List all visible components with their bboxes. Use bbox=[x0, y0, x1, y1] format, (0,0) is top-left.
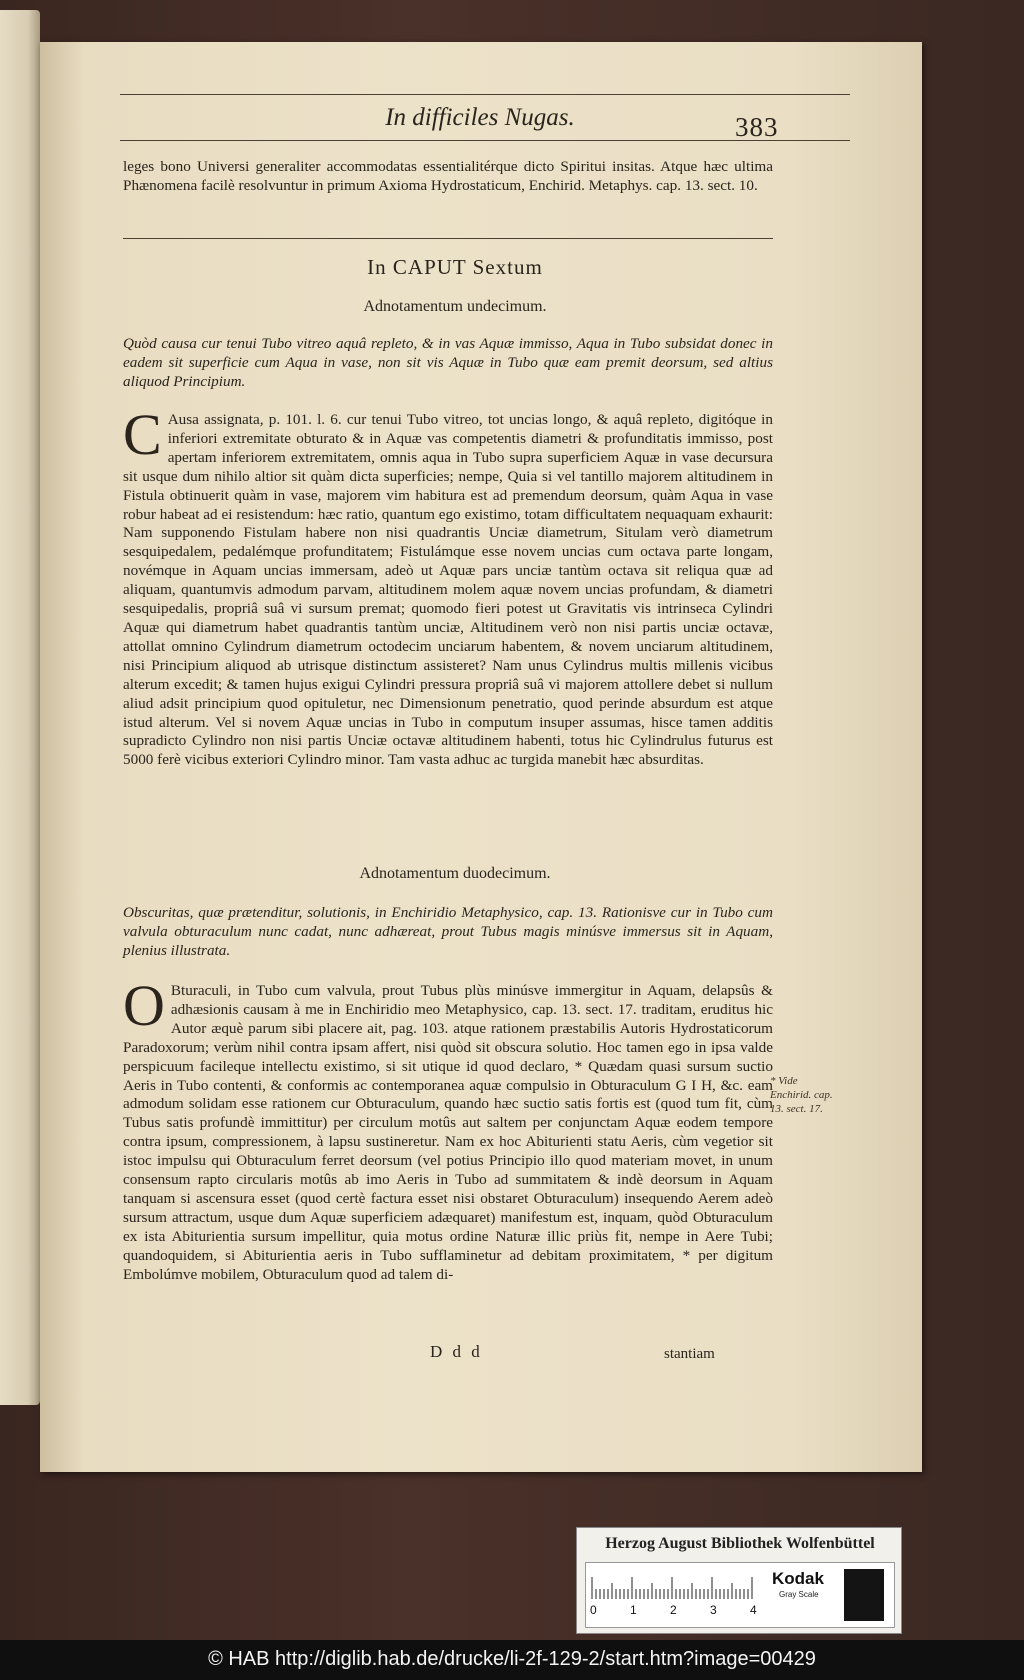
gray-swatch bbox=[844, 1569, 884, 1621]
copyright-link[interactable]: © HAB http://diglib.hab.de/drucke/li-2f-129-2/start.htm?image=00429 bbox=[208, 1648, 816, 1670]
section2-body-text: Bturaculi, in Tubo cum valvula, prout Tubus plùs minúsve immergitur in Aquam, delapsûs & adhæsionis causam à me in Enchiridio meo Metaphysico, cap. 13. sect. 17. traditam, eruditus hic Autor æquè parum sibi placere ait, pag. 103. atque rationem præstabilis Autoris Hydrostaticorum Paradoxorum; verùm nihil contra ipsam affert, nisi quòd sit obscura solutio. Hoc tamen ego in ipsa valde perspicuum facileque intellectu existimo, si sit utique id quod declaro, * Quædam quasi sursum suctio Aeris in Tubo contenti, & conformis ac contemporanea aquæ compulsio in Obturaculum G I H, &c. eam admodum solidam esse rationem cur Obturaculum, quando hæc suctio satis fortis est (quod tum fit, cùm Tubus satis profundè immittitur) per circulum motûs aut saltem per conjunctam Aquæ eodem tempore contra ipsum, compressionem, à lapsu sustineretur. Nam ex hoc Abiturienti statu Aeris, cùm vegetior sit istoc impulsu qui Obturaculum ferret deorsum (vel potius Principio illo quod materiam movet, in unum consensum rapto circularis motûs ab imo Aeris in Tubo ad summitatem & indè deorsum in Aquam tanquam si ascensura esset (quod certè factura esset nisi obstaret Obturaculum) insequendo Aerem adeò sursum attractum, usque dum Aquæ superficiem adæquaret) manifestum est, inquam, quòd Obturaculum ex ista Abiturientia sursum impellitur, quia motus ordine Naturæ illic priùs fit, nempe in Aere Tubi; quandoquidem, si Abiturientia aeris in Tubo sufflaminetur ad debitam proximitatem, * per digitum Embolúmve mobilem, Obturaculum quod ad talem di- bbox=[123, 982, 773, 1283]
ruler-number: 0 bbox=[590, 1603, 597, 1617]
section1-heading: Adnotamentum undecimum. bbox=[363, 298, 547, 315]
section2-summary-text: Obscuritas, quæ prætenditur, solutionis, in Enchiridio Metaphysico, cap. 13. Rationisve cur in Tubo cum valvula obturaculum nunc cadat, nunc adhæreat, prout Tubus magis minúsve immersus sit in Aquam, plenius illustrata. bbox=[123, 904, 773, 959]
intro-text: leges bono Universi generaliter accommodatas essentialitérque dicto Spiritui insitas. Atque hæc ultima Phænomena facilè resolvuntur in primum Axioma Hydrostaticum, Enchirid. Metaphys. cap. 13. sect. 10. bbox=[123, 158, 773, 194]
section2-body bbox=[123, 973, 773, 1285]
catchword: stantiam bbox=[664, 1346, 715, 1362]
facing-page-edge bbox=[0, 10, 40, 1405]
book-page bbox=[40, 42, 922, 1472]
section1-body-text: Ausa assignata, p. 101. l. 6. cur tenui Tubo vitreo, tot uncias longo, & aquâ repleto, digitóque in inferiori extremitate obturato & in Aquæ vas competentis diametri & profunditatis immisso, post apertam inferiorem extremitatem, omnis aqua in Tubo supra superficiem Aquæ in vase decursura sit usque dum nihilo altior sit quàm dicta superficies; nempe, Quia si vel tantillo majorem altitudinem in Fistula obtinuerit quàm in vase, majorem vim habitura est ad premendum deorsum, quàm Aqua in vase robur habeat ad ei resistendum: hæc ratio, quantum ego existimo, totam difficultatem nequaquam exhaurit: Nam supponendo Fistulam habere non nisi quadrantis Unciæ diametrum, Situlam verò diametrum sesquipedalem, pedalémque profunditatem; Fistulámque esse novem uncias cum octava parte longam, novémque in Aquam uncias immersam, adeò ut Aquæ pars unciæ tantùm octava sit reliqua quæ ad aliquam, quantumvis admodum parvam, altitudinem molem aquæ novem uncias profundam, & diametri sesquipedalis, propriâ suâ vi sursum premat; quomodo fieri potest ut Gravitatis vis intrinseca Cylindri Aquæ qui diametrum habet quadrantis tantùm unciæ, Altitudinem verò non nisi partis unciæ octavæ, attollat omnino Cylindrum diametrum octodecim unciarum habentem, & novem unciarum altitudinem, nisi Principium aliquod ab utrisque distinctum assisteret? Nam unus Cylindrus multis millenis vicibus alterum excedit; & tamen hujus exigui Cylindri pressura propriâ suâ vi majorem attollere debet si nullum aliud adsit principium quod opituletur, nec Dimensionum penetratio, quod perinde absurdum est atque istud alterum. Vel si novem Aquæ uncias in Tubo in computum insuper assumas, hisce tamen additis supradicto Cylindro non nisi partis Unciæ octavæ altitudinem habenti, totus hic Cylindrulus futurus est 5000 ferè vicibus exteriori Cylindro minor. Tam vasta adhuc ac turgida manebit hæc absurditas. bbox=[123, 411, 773, 769]
section1-summary bbox=[123, 335, 773, 392]
chapter-heading: In CAPUT Sextum bbox=[367, 255, 543, 279]
section1-body bbox=[123, 402, 773, 770]
section-rule bbox=[123, 238, 773, 239]
dropcap-o: O bbox=[123, 973, 165, 1038]
section1-summary-text: Quòd causa cur tenui Tubo vitreo aquâ repleto, & in vas Aquæ immisso, Aqua in Tubo subsidat donec in eadem sit superficie cum Aqua in vase, non sit vis Aquæ in Tubo quæ eam premit deorsum, sed altius aliquod Principium. bbox=[123, 335, 773, 390]
intro-paragraph bbox=[123, 158, 773, 196]
ruler-number: 2 bbox=[670, 1603, 677, 1617]
library-name: Herzog August Bibliothek Wolfenbüttel bbox=[605, 1535, 875, 1552]
ruler-ticks bbox=[588, 1565, 768, 1601]
gray-scale-label: Gray Scale bbox=[779, 1590, 819, 1599]
running-head: In difficiles Nugas. bbox=[385, 104, 575, 131]
scale-ruler bbox=[585, 1562, 895, 1628]
header-rule-bottom bbox=[120, 140, 850, 141]
ruler-number: 4 bbox=[750, 1603, 757, 1617]
library-color-card bbox=[576, 1527, 902, 1634]
ruler-number: 3 bbox=[710, 1603, 717, 1617]
section2-heading: Adnotamentum duodecimum. bbox=[359, 865, 551, 882]
signature-mark: D d d bbox=[430, 1342, 483, 1361]
page-number: 383 bbox=[735, 112, 779, 142]
section2-summary bbox=[123, 904, 773, 961]
kodak-logo: Kodak bbox=[772, 1569, 824, 1588]
header-rule-top bbox=[120, 94, 850, 95]
margin-note: * Vide Enchirid. cap. 13. sect. 17. bbox=[770, 1075, 833, 1115]
ruler-number: 1 bbox=[630, 1603, 637, 1617]
dropcap-c: C bbox=[123, 402, 162, 467]
